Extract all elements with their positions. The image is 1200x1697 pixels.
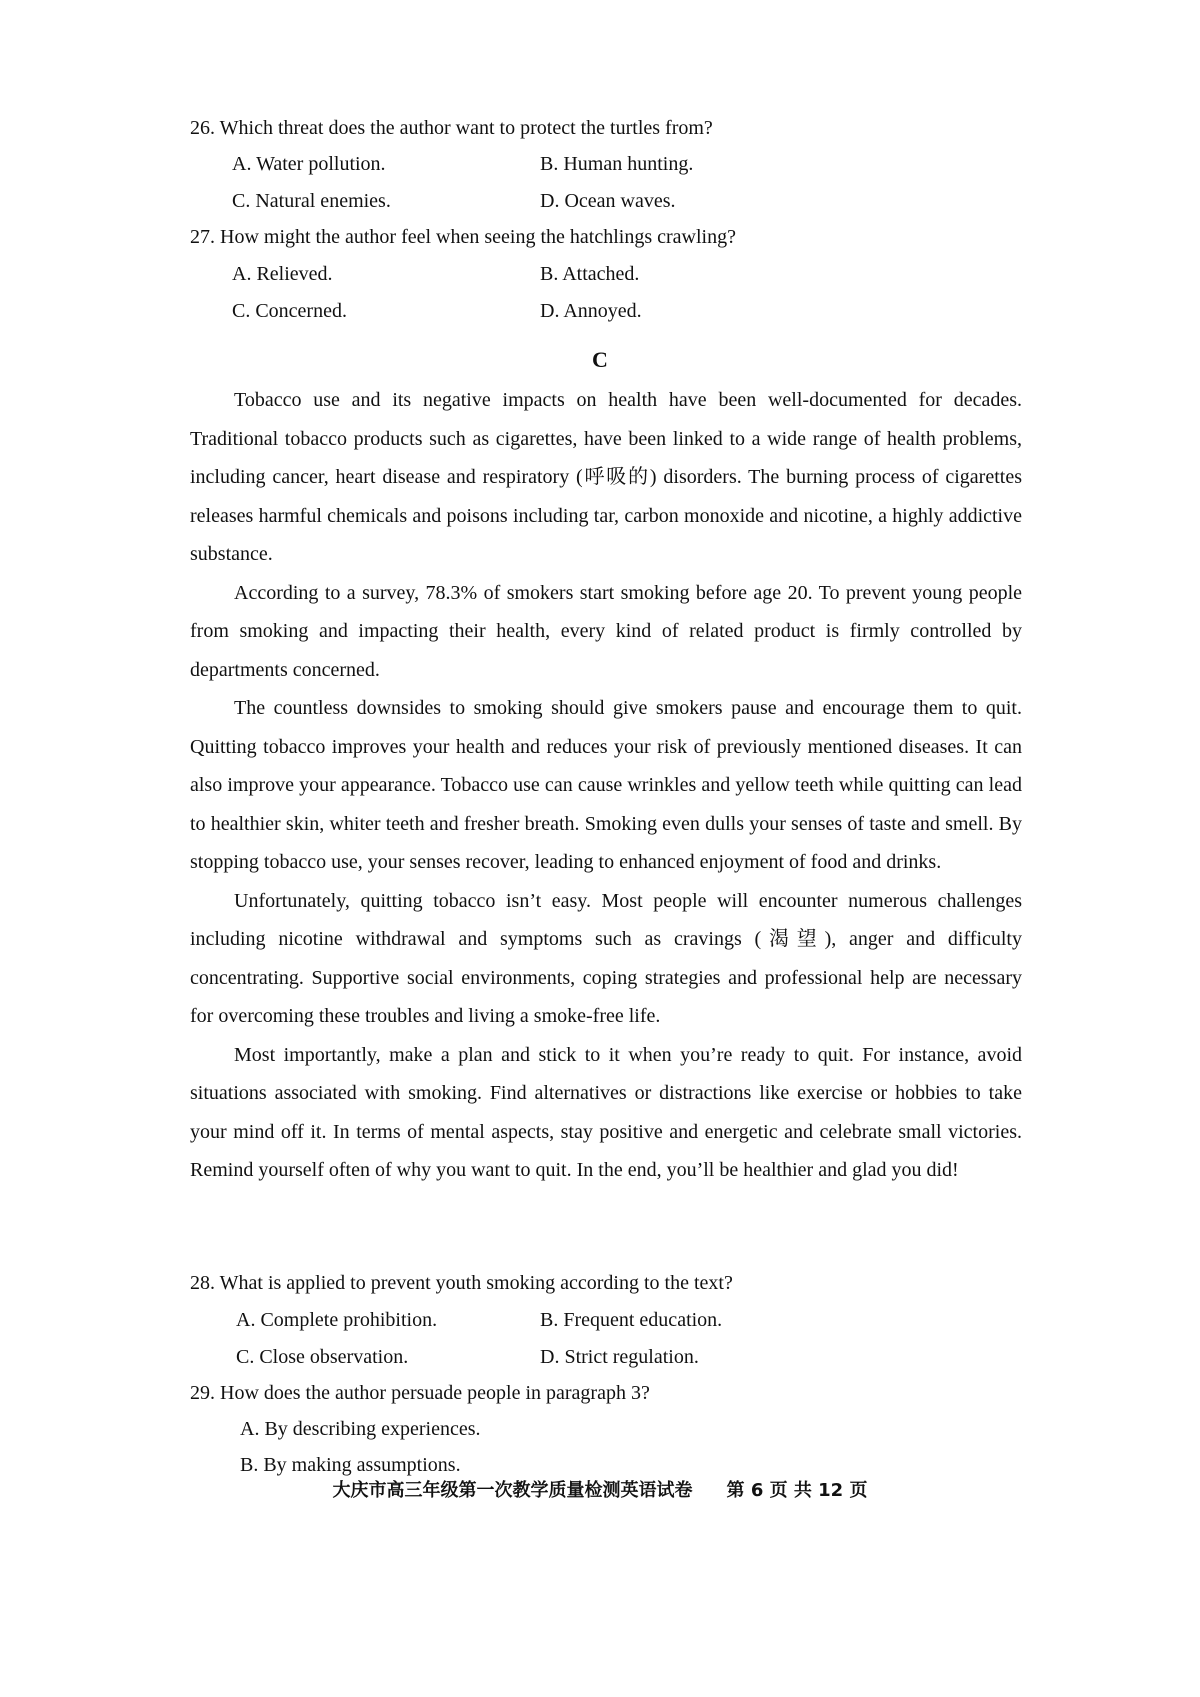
question-29-option-b: B. By making assumptions.: [240, 1454, 461, 1476]
passage-paragraph-3: The countless downsides to smoking should give smokers pause and encourage them to quit. Quitting tobacco improves your health and reduces your risk of previously mentioned diseases. It can also improve your appearance. Tobacco use can cause wrinkles and yellow teeth while quitting can lead to healthier skin, whiter teeth and fresher breath. Smoking even dulls your senses of taste and smell. By stopping tobacco use, your senses recover, leading to enhanced enjoyment of food and drinks.: [190, 697, 1022, 873]
passage-paragraph-2: According to a survey, 78.3% of smokers start smoking before age 20. To prevent young people from smoking and impacting their health, every kind of related product is firmly controlled by departments concerned.: [190, 581, 1022, 681]
question-28-option-c: C. Close observation.: [236, 1346, 409, 1368]
question-27-stem: 27. How might the author feel when seeing the hatchlings crawling?: [190, 226, 736, 248]
section-heading: C: [592, 347, 608, 372]
question-27-option-a: A. Relieved.: [232, 263, 333, 285]
question-28-option-a: A. Complete prohibition.: [236, 1309, 438, 1331]
question-28-stem: 28. What is applied to prevent youth smoking according to the text?: [190, 1272, 733, 1294]
question-26-option-a: A. Water pollution.: [232, 153, 386, 175]
page-footer: [0, 1479, 1200, 1503]
question-26-option-d: D. Ocean waves.: [540, 190, 676, 212]
question-28-option-d: D. Strict regulation.: [540, 1346, 699, 1368]
question-28-option-b: B. Frequent education.: [540, 1309, 723, 1331]
question-26-stem: 26. Which threat does the author want to protect the turtles from?: [190, 117, 713, 139]
question-27-option-d: D. Annoyed.: [540, 300, 642, 322]
question-26-option-c: C. Natural enemies.: [232, 190, 391, 212]
footer-exam-title: 大庆市高三年级第一次教学质量检测英语试卷: [332, 1480, 693, 1501]
question-29-stem: 29. How does the author persuade people in paragraph 3?: [190, 1382, 650, 1404]
passage-paragraph-1: Tobacco use and its negative impacts on health have been well-documented for decades. Traditional tobacco products such as cigarettes, have been linked to a wide range of health problems, including cancer, heart disease and respiratory (呼吸的) disorders. The burning process of cigarettes releases harmful chemicals and poisons including tar, carbon monoxide and nicotine, a highly addictive substance.: [190, 389, 1022, 565]
question-27-option-b: B. Attached.: [540, 263, 640, 285]
reading-passage: [190, 381, 1022, 1190]
footer-page-number: 第 6 页 共 12 页: [726, 1480, 868, 1501]
passage-paragraph-4: Unfortunately, quitting tobacco isn’t easy. Most people will encounter numerous challenges including nicotine withdrawal and symptoms such as cravings (渴望), anger and difficulty concentrating. Supportive social environments, coping strategies and professional help are necessary for overcoming these troubles and living a smoke-free life.: [190, 889, 1022, 1027]
question-29-option-a: A. By describing experiences.: [240, 1418, 481, 1440]
question-27-option-c: C. Concerned.: [232, 300, 347, 322]
passage-paragraph-5: Most importantly, make a plan and stick to it when you’re ready to quit. For instance, avoid situations associated with smoking. Find alternatives or distractions like exercise or hobbies to take your mind off it. In terms of mental aspects, stay positive and energetic and celebrate small victories. Remind yourself often of why you want to quit. In the end, you’ll be healthier and glad you did!: [190, 1043, 1022, 1181]
question-26-option-b: B. Human hunting.: [540, 153, 694, 175]
